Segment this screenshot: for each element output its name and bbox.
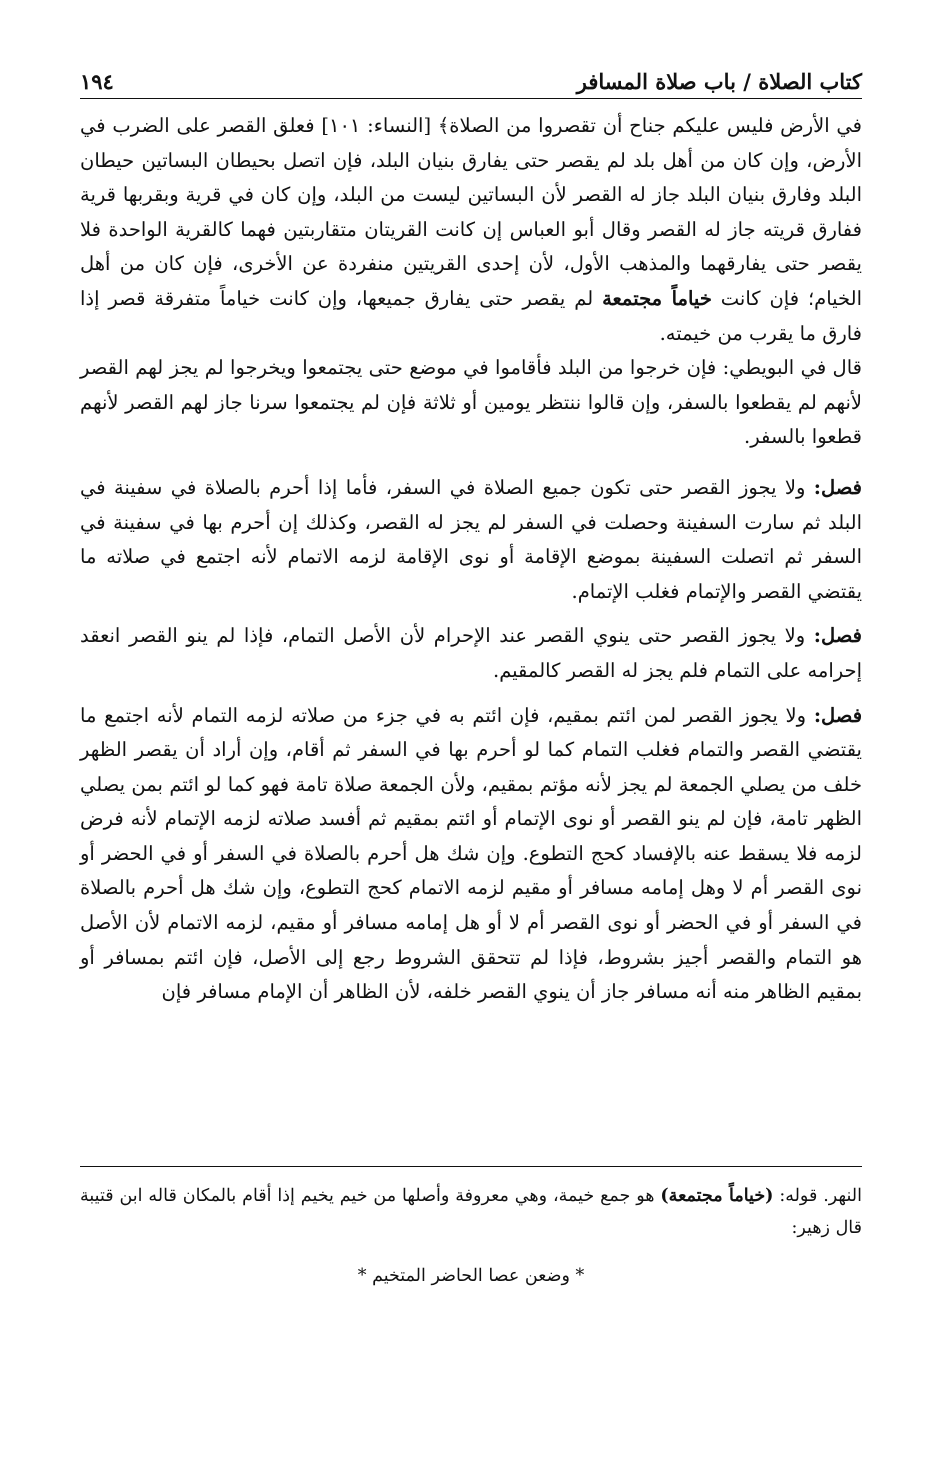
section-1-text: ولا يجوز القصر حتى تكون جميع الصلاة في السفر، فأما إذا أحرم بالصلاة في سفينة في البلد ثم سارت السفينة وحصلت في السفر لم يجز له القصر، وكذلك إن أحرم بها في سفينة في السفر ثم اتصلت السفينة بموضع الإقامة أو نوى الإقامة لزمه الاتمام لأنه اجتمع في صلاته ما يقتضي القصر والإتمام فغلب الإتمام. <box>80 475 862 603</box>
footnotes <box>80 1180 862 1292</box>
paragraph-2 <box>80 351 862 455</box>
section-3-text: ولا يجوز القصر لمن ائتم بمقيم، فإن ائتم به في جزء من صلاته لزمه التمام لأنه اجتمع ما يقتضي القصر والتمام فغلب التمام كما لو أحرم بها في السفر ثم أقام، وإن أراد أن يقصر الظهر خلف من يصلي الجمعة لم يجز لأنه مؤتم بمقيم، ولأن الجمعة صلاة تامة فهو كما لو ائتم بمن يصلي الظهر تامة، فإن لم ينو القصر أو نوى الإتمام أو ائتم بمقيم ثم أفسد صلاته لزمه الإتمام لأنه فرض لزمه فلا يسقط عنه بالإفساد كحج التطوع. وإن شك هل أحرم بالصلاة في السفر أو في الحضر أو نوى القصر أم لا وهل إمامه مسافر أو مقيم لزمه الاتمام كحج التطوع، وإن شك هل أحرم بالصلاة في السفر أو في الحضر أو نوى القصر أم لا أو هل إمامه مسافر أو مقيم، لزمه الاتمام لأن الأصل هو التمام والقصر أجيز بشروط، فإذا لم تتحقق الشروط رجع إلى الأصل، فإن ائتم بمسافر أو بمقيم الظاهر منه أنه مسافر جاز أن ينوي القصر خلفه، لأن الظاهر أن الإمام مسافر فإن <box>80 703 862 1004</box>
running-title: كتاب الصلاة / باب صلاة المسافر <box>576 69 862 94</box>
paragraph-1-text: في الأرض فليس عليكم جناح أن تقصروا من الصلاة﴾ [النساء: ١٠١] فعلق القصر على الضرب في الأرض، وإن كان من أهل بلد لم يقصر حتى يفارق بنيان البلد، فإن اتصل بحيطان البساتين حيطان البلد وفارق بنيان البلد جاز له القصر لأن البساتين ليست من البلد، وإن كان في قرية وبقربها قرية ففارق قريته جاز له القصر وقال أبو العباس إن كانت القريتان متقاربتين فهما كالقرية الواحدة فلا يقصر حتى يفارقهما والمذهب الأول، لأن إحدى القريتين منفردة عن الأخرى، فإن كان من أهل الخيام؛ فإن كانت <box>80 114 863 310</box>
paragraph-1 <box>80 109 862 351</box>
page-number: ١٩٤ <box>80 69 114 94</box>
section-1-label: فصل: <box>813 475 862 499</box>
footnote-verse: * وضعن عصا الحاضر المتخيم * <box>357 1266 585 1286</box>
running-header <box>80 58 862 99</box>
paragraph-2-text: قال في البويطي: فإن خرجوا من البلد فأقاموا في موضع حتى يجتمعوا ويخرجوا لم يجز لهم القصر لأنهم لم يقطعوا بالسفر، وإن قالوا ننتظر يومين أو ثلاثة فإن لم يجتمعوا سرنا جاز لهم القصر لأنهم قطعوا بالسفر. <box>80 356 862 449</box>
section-1 <box>80 471 862 609</box>
section-2-text: ولا يجوز القصر حتى ينوي القصر عند الإحرام لأن الأصل التمام، فإذا لم ينو القصر انعقد إحرامه على التمام فلم يجز له القصر كالمقيم. <box>80 624 862 682</box>
footnote-body: هو جمع خيمة، وهي معروفة وأصلها من خيم يخيم إذا أقام بالمكان قاله ابن قتيبة قال زهير: <box>80 1186 862 1238</box>
section-3-label: فصل: <box>813 703 863 727</box>
footnote-lead: النهر. قوله: <box>779 1186 862 1206</box>
paragraph-1-bold-term: خياماً مجتمعة <box>602 286 712 310</box>
paragraph-1-end: لم يقصر حتى يفارق جميعها، وإن كانت خياماً متفرقة قصر إذا فارق ما يقرب من خيمته. <box>80 286 862 345</box>
section-3 <box>80 699 862 1010</box>
section-2-label: فصل: <box>813 624 862 648</box>
page <box>80 58 862 1010</box>
footnote-text <box>80 1180 862 1244</box>
main-text <box>80 109 862 1010</box>
footnote-term: (خياماً مجتمعة) <box>660 1186 774 1206</box>
footnote-divider <box>80 1166 862 1167</box>
section-2 <box>80 619 862 688</box>
